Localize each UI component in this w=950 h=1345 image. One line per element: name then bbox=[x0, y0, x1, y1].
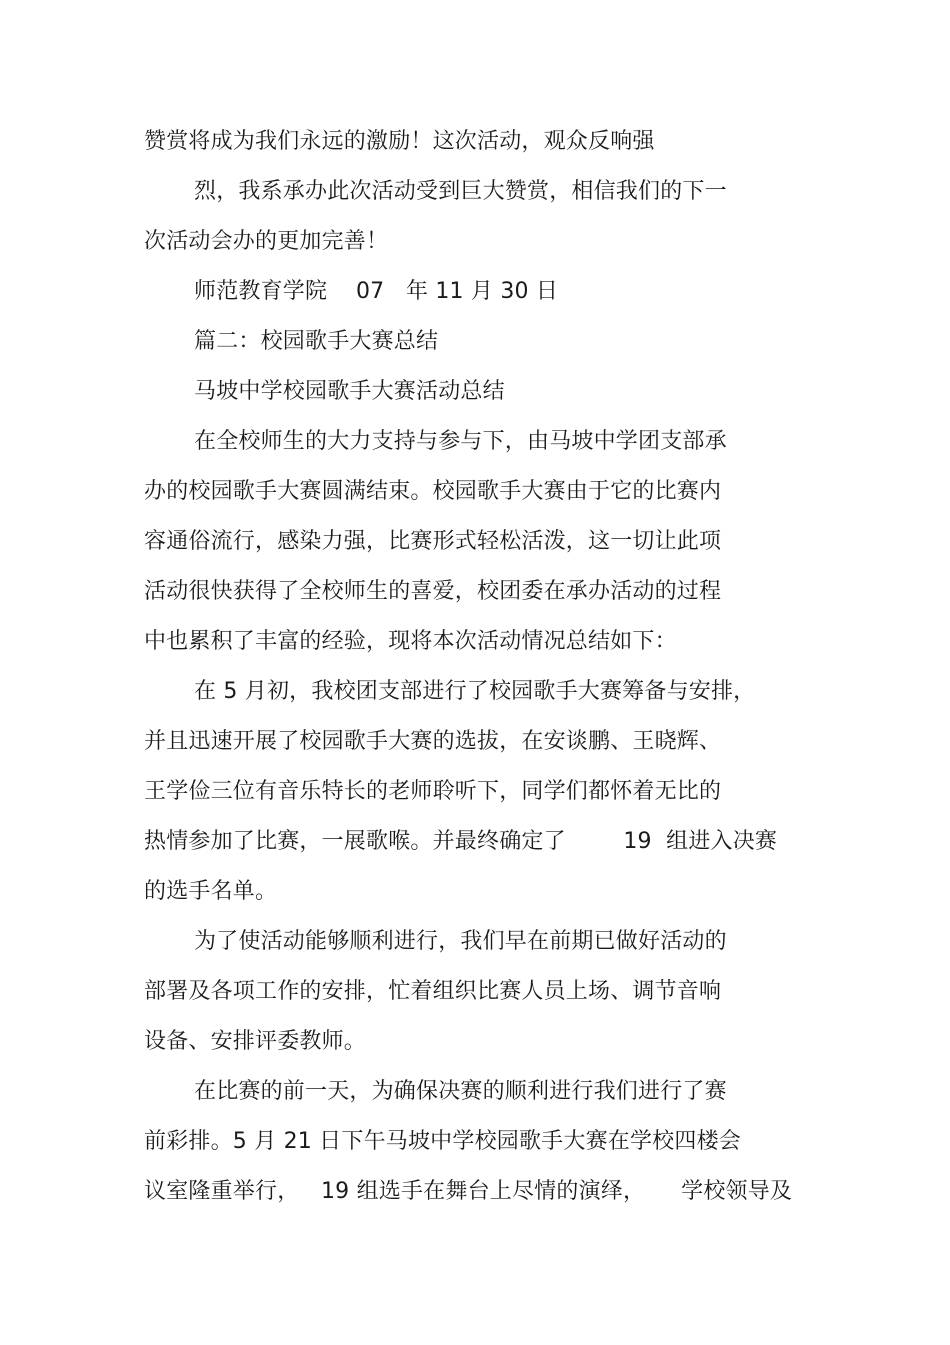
text-line: 赞赏将成为我们永远的激励！这次活动，观众反响强 bbox=[144, 129, 655, 154]
text-line: 在 5 月初，我校团支部进行了校园歌手大赛筹备与安排， bbox=[194, 679, 756, 704]
text-line: 在比赛的前一天，为确保决赛的顺利进行我们进行了赛 bbox=[194, 1079, 727, 1104]
text-line: 办的校园歌手大赛圆满结束。校园歌手大赛由于它的比赛内 bbox=[144, 479, 722, 504]
text-line: 在全校师生的大力支持与参与下，由马坡中学团支部承 bbox=[194, 429, 727, 454]
text-line: 中也累积了丰富的经验，现将本次活动情况总结如下： bbox=[144, 629, 677, 654]
text-line: 容通俗流行，感染力强，比赛形式轻松活泼，这一切让此项 bbox=[144, 529, 722, 554]
section-title: 马坡中学校园歌手大赛活动总结 bbox=[194, 379, 505, 404]
text-line: 并且迅速开展了校园歌手大赛的选拔，在安谈鹏、王晓辉、 bbox=[144, 729, 722, 754]
text-line: 的选手名单。 bbox=[144, 879, 278, 904]
text-line: 部署及各项工作的安排，忙着组织比赛人员上场、调节音响 bbox=[144, 979, 722, 1004]
section-heading: 篇二：校园歌手大赛总结 bbox=[194, 329, 439, 354]
text-line: 次活动会办的更加完善！ bbox=[144, 229, 389, 254]
text-line: 为了使活动能够顺利进行，我们早在前期已做好活动的 bbox=[194, 929, 727, 954]
text-line: 热情参加了比赛，一展歌喉。并最终确定了 19 组进入决赛 bbox=[144, 829, 778, 854]
text-line: 议室隆重举行， 19 组选手在舞台上尽情的演绎， 学校领导及 bbox=[144, 1179, 793, 1204]
text-line: 活动很快获得了全校师生的喜爱，校团委在承办活动的过程 bbox=[144, 579, 722, 604]
text-line: 烈，我系承办此次活动受到巨大赞赏，相信我们的下一 bbox=[194, 179, 727, 204]
text-line: 王学俭三位有音乐特长的老师聆听下，同学们都怀着无比的 bbox=[144, 779, 722, 804]
text-line: 前彩排。5 月 21 日下午马坡中学校园歌手大赛在学校四楼会 bbox=[144, 1129, 741, 1154]
signature-line: 师范教育学院 07 年 11 月 30 日 bbox=[194, 279, 559, 304]
text-line: 设备、安排评委教师。 bbox=[144, 1029, 367, 1054]
